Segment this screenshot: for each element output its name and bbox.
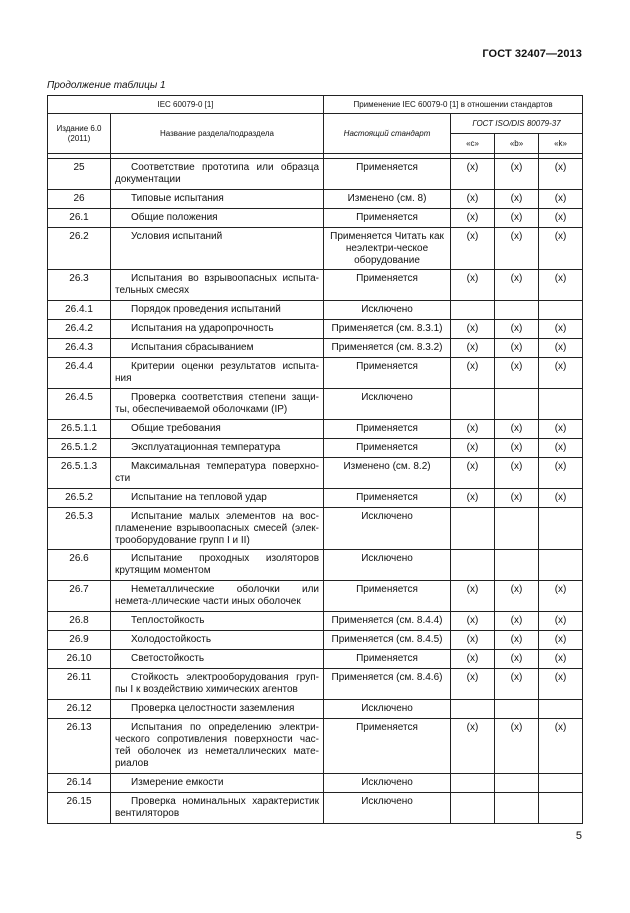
row-mark-b: (x) [495,631,539,650]
table-row [48,489,583,508]
row-mark-k: (x) [539,339,583,358]
table-row [48,774,583,793]
row-mark-b: (x) [495,190,539,209]
table-body [48,159,583,824]
row-mark-c: (x) [451,458,495,489]
row-present-standard: Исключено [324,700,451,719]
row-mark-b [495,301,539,320]
row-section-name [111,159,324,190]
table-row [48,700,583,719]
row-mark-b [495,774,539,793]
group-header-application: Применение IEC 60079-0 [1] в отношении стандартов [324,96,583,114]
row-mark-c: (x) [451,209,495,228]
row-mark-k: (x) [539,458,583,489]
row-section-number: 26.15 [48,793,111,824]
table-row [48,719,583,774]
row-mark-k: (x) [539,581,583,612]
row-present-standard: Применяется (см. 8.4.6) [324,669,451,700]
row-mark-b: (x) [495,439,539,458]
row-section-name [111,612,324,631]
row-mark-c: (x) [451,719,495,774]
table-row [48,612,583,631]
row-section-name-text: Теплостойкость [131,615,205,626]
row-section-name [111,581,324,612]
row-mark-b [495,389,539,420]
row-section-name [111,700,324,719]
table-row [48,389,583,420]
row-section-name [111,774,324,793]
row-section-name-text: Проверка соответствия степени защи-ты, обеспечиваемой оболочками (IP) [115,392,320,415]
table-row [48,581,583,612]
row-mark-c: (x) [451,612,495,631]
col-header-edition: Издание 6.0 (2011) [48,114,111,154]
table-row [48,458,583,489]
row-mark-c [451,774,495,793]
row-mark-b: (x) [495,489,539,508]
row-section-name [111,793,324,824]
row-section-name [111,209,324,228]
row-mark-b: (x) [495,458,539,489]
row-mark-k: (x) [539,669,583,700]
row-present-standard: Применяется [324,719,451,774]
row-present-standard: Исключено [324,774,451,793]
row-mark-b: (x) [495,320,539,339]
row-mark-c: (x) [451,320,495,339]
row-section-name [111,190,324,209]
row-section-number: 26.5.3 [48,508,111,550]
row-present-standard: Применяется [324,159,451,190]
page-number: 5 [575,830,582,842]
row-present-standard: Применяется [324,270,451,301]
row-section-name-text: Испытания во взрывоопасных испыта-тельных смесях [115,273,320,296]
row-mark-c [451,793,495,824]
row-mark-b: (x) [495,228,539,270]
table-row [48,320,583,339]
row-section-name [111,550,324,581]
row-section-number: 26.1 [48,209,111,228]
row-section-name-text: Испытания по определению электри-ческого сопротивления поверхности час-тей оболочек из неметаллических мате-риалов [115,722,320,769]
row-mark-k: (x) [539,650,583,669]
col-header-c: «c» [451,134,495,154]
row-section-name-text: Проверка номинальных характеристик вентиляторов [115,796,320,819]
row-mark-k: (x) [539,420,583,439]
row-mark-c: (x) [451,631,495,650]
row-present-standard: Применяется [324,358,451,389]
row-mark-c: (x) [451,581,495,612]
row-mark-k: (x) [539,320,583,339]
row-mark-k [539,550,583,581]
row-section-number: 26.3 [48,270,111,301]
row-section-name-text: Испытание малых элементов на вос-пламенение взрывоопасных смесей (элек-трооборудование групп I и II) [115,511,320,546]
table-row [48,270,583,301]
row-mark-k: (x) [539,612,583,631]
row-section-number: 26.4.4 [48,358,111,389]
row-section-name-text: Испытания на ударопрочность [131,323,274,334]
row-present-standard: Применяется [324,439,451,458]
table-row [48,669,583,700]
row-mark-b [495,550,539,581]
row-mark-c: (x) [451,270,495,301]
row-section-number: 26.2 [48,228,111,270]
row-mark-k [539,700,583,719]
row-present-standard: Применяется (см. 8.4.4) [324,612,451,631]
row-mark-b: (x) [495,159,539,190]
row-section-number: 26.4.2 [48,320,111,339]
row-mark-c: (x) [451,339,495,358]
row-present-standard: Применяется (см. 8.3.1) [324,320,451,339]
row-section-number: 26.4.1 [48,301,111,320]
row-present-standard: Изменено (см. 8) [324,190,451,209]
table-row [48,209,583,228]
row-mark-c: (x) [451,439,495,458]
table-row [48,159,583,190]
row-mark-k: (x) [539,489,583,508]
row-mark-b: (x) [495,358,539,389]
col-header-present-standard: Настоящий стандарт [324,114,451,154]
row-mark-b: (x) [495,650,539,669]
table-continuation-caption: Продолжение таблицы 1 [47,80,166,91]
row-section-name-text: Проверка целостности заземления [131,703,295,714]
row-mark-k: (x) [539,190,583,209]
table-row [48,190,583,209]
row-section-name-text: Светостойкость [131,653,205,664]
row-mark-b: (x) [495,719,539,774]
row-section-name [111,650,324,669]
row-section-name-text: Общие положения [131,212,218,223]
row-mark-c: (x) [451,358,495,389]
row-section-name-text: Неметаллические оболочки или немета-ллические части иных оболочек [115,584,320,607]
row-section-number: 26.13 [48,719,111,774]
row-mark-k [539,793,583,824]
row-section-name-text: Измерение емкости [131,777,224,788]
row-section-name-text: Условия испытаний [131,231,223,242]
row-section-number: 26.5.2 [48,489,111,508]
row-mark-k: (x) [539,719,583,774]
row-section-name-text: Типовые испытания [131,193,224,204]
row-section-number: 26.12 [48,700,111,719]
table-row [48,358,583,389]
row-present-standard: Исключено [324,301,451,320]
row-mark-b: (x) [495,581,539,612]
row-section-number: 26.6 [48,550,111,581]
row-mark-b: (x) [495,420,539,439]
row-section-number: 26.5.1.1 [48,420,111,439]
row-section-name [111,669,324,700]
row-section-number: 26 [48,190,111,209]
row-mark-b: (x) [495,669,539,700]
row-present-standard: Применяется [324,489,451,508]
row-section-name [111,420,324,439]
row-section-number: 26.4.3 [48,339,111,358]
group-header-iec: IEC 60079-0 [1] [48,96,324,114]
row-section-name-text: Эксплуатационная температура [131,442,281,453]
col-header-section: Название раздела/подраздела [111,114,324,154]
row-present-standard: Исключено [324,389,451,420]
row-mark-c: (x) [451,420,495,439]
table-row [48,650,583,669]
row-section-name-text: Максимальная температура поверхно-сти [115,461,320,484]
row-mark-c: (x) [451,489,495,508]
row-mark-k: (x) [539,209,583,228]
row-present-standard: Исключено [324,793,451,824]
row-section-name [111,358,324,389]
row-section-name-text: Стойкость электрооборудования груп-пы I к воздействию химических агентов [115,672,320,695]
row-mark-c [451,508,495,550]
row-present-standard: Применяется [324,650,451,669]
row-section-name [111,389,324,420]
row-section-number: 26.11 [48,669,111,700]
row-present-standard: Исключено [324,508,451,550]
row-section-name [111,301,324,320]
row-section-name [111,508,324,550]
table-row [48,339,583,358]
row-mark-c [451,550,495,581]
row-section-name [111,270,324,301]
row-present-standard: Применяется (см. 8.4.5) [324,631,451,650]
row-section-name [111,320,324,339]
row-mark-k: (x) [539,228,583,270]
row-mark-k: (x) [539,631,583,650]
row-present-standard: Применяется [324,209,451,228]
row-mark-k: (x) [539,358,583,389]
table-row [48,793,583,824]
table-row [48,420,583,439]
row-mark-k [539,389,583,420]
table-row [48,439,583,458]
row-section-name-text: Общие требования [131,423,221,434]
row-section-name-text: Испытание на тепловой удар [131,492,267,503]
standard-header: ГОСТ 32407—2013 [482,48,582,60]
row-mark-b: (x) [495,612,539,631]
row-mark-c: (x) [451,650,495,669]
row-section-name-text: Соответствие прототипа или образца документации [115,162,320,185]
row-mark-k [539,774,583,793]
row-mark-c [451,700,495,719]
row-section-name-text: Критерии оценки результатов испыта-ния [115,361,320,384]
row-mark-b: (x) [495,209,539,228]
row-section-name-text: Испытания сбрасыванием [131,342,254,353]
row-section-number: 26.5.1.3 [48,458,111,489]
row-section-name [111,458,324,489]
row-mark-c [451,389,495,420]
row-mark-k [539,301,583,320]
col-header-k: «k» [539,134,583,154]
row-mark-b: (x) [495,270,539,301]
row-mark-b [495,793,539,824]
table-row [48,550,583,581]
row-section-name-text: Испытание проходных изоляторов крутящим моментом [115,553,320,576]
row-mark-k: (x) [539,439,583,458]
row-section-name-text: Холодостойкость [131,634,212,645]
row-mark-c: (x) [451,669,495,700]
row-present-standard: Изменено (см. 8.2) [324,458,451,489]
row-mark-c [451,301,495,320]
row-mark-k: (x) [539,159,583,190]
col-header-b: «b» [495,134,539,154]
col-header-iso: ГОСТ ISO/DIS 80079-37 [451,114,583,134]
row-section-name [111,228,324,270]
table-row [48,228,583,270]
row-section-name [111,339,324,358]
row-mark-b [495,700,539,719]
row-present-standard: Исключено [324,550,451,581]
table-row [48,301,583,320]
row-present-standard: Применяется [324,581,451,612]
row-mark-c: (x) [451,228,495,270]
row-section-name [111,631,324,650]
row-present-standard: Применяется (см. 8.3.2) [324,339,451,358]
row-section-number: 26.9 [48,631,111,650]
row-section-number: 26.4.5 [48,389,111,420]
row-section-name [111,719,324,774]
row-section-number: 26.5.1.2 [48,439,111,458]
row-section-number: 25 [48,159,111,190]
row-mark-k [539,508,583,550]
row-present-standard: Применяется Читать как неэлектри-ческое оборудование [324,228,451,270]
row-mark-c: (x) [451,159,495,190]
row-section-number: 26.7 [48,581,111,612]
row-section-name [111,439,324,458]
row-mark-b [495,508,539,550]
row-section-number: 26.10 [48,650,111,669]
row-section-name [111,489,324,508]
row-section-number: 26.8 [48,612,111,631]
table-row [48,631,583,650]
row-mark-c: (x) [451,190,495,209]
table-row [48,508,583,550]
row-section-number: 26.14 [48,774,111,793]
standards-table [47,95,583,824]
row-mark-b: (x) [495,339,539,358]
row-mark-k: (x) [539,270,583,301]
row-present-standard: Применяется [324,420,451,439]
row-section-name-text: Порядок проведения испытаний [131,304,281,315]
